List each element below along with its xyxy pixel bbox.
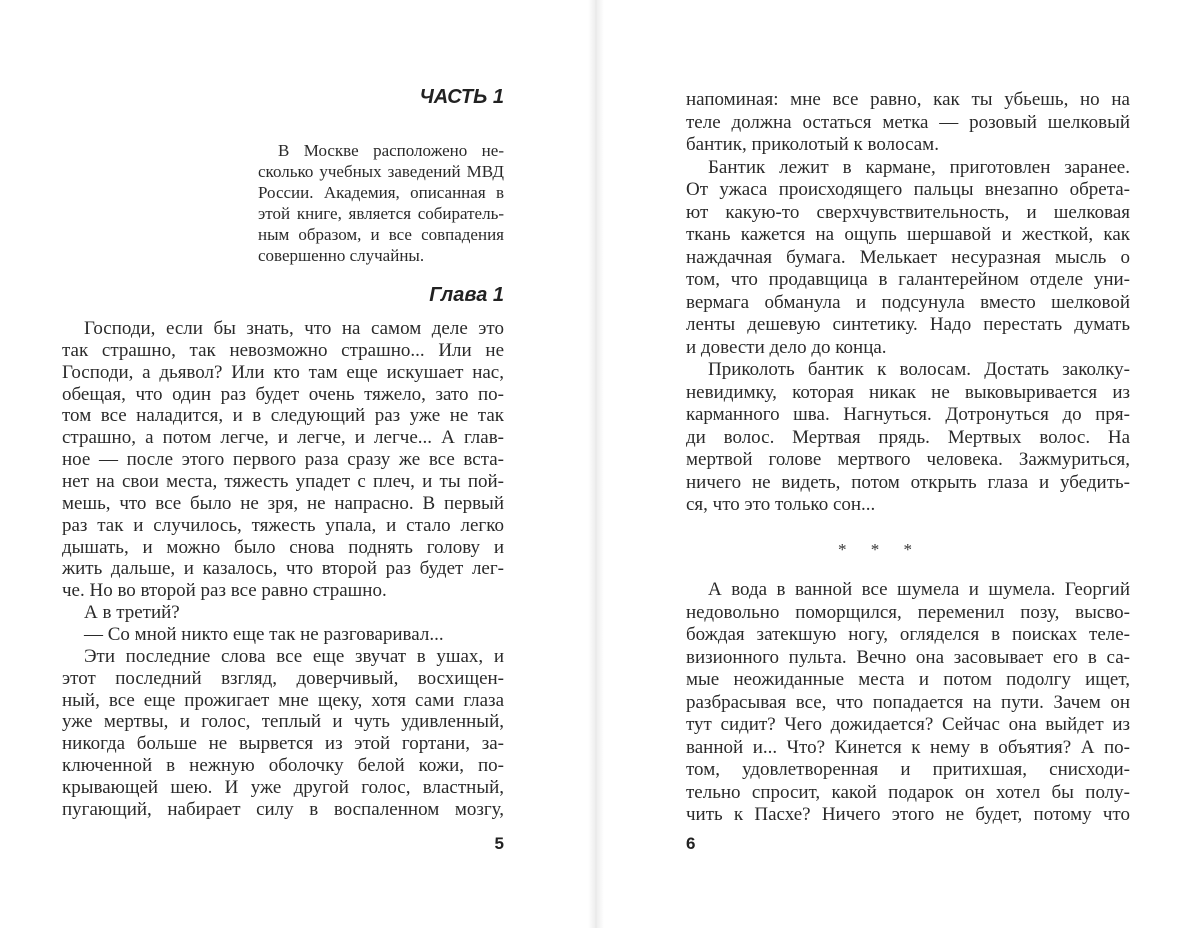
text-line: крывающей шею. И уже другой голос, властный, [62,777,504,798]
page-number: 5 [494,834,504,853]
text-line: жить дальше, и казалось, что второй раз будет лег- [62,558,504,579]
text-line: ный, все еще прожигает мне щеку, хотя сами глаза [62,690,504,711]
text-line: визионного пульта. Вечно она засовывает его в са- [686,647,1130,668]
text-line: этот последний взгляд, доверчивый, восхищен- [62,668,504,689]
text-line: том, удовлетворенная и притихшая, снисходи- [686,759,1130,780]
text-line: ют какую-то сверхчувствительность, и шелковая [686,202,1130,223]
text-line: — Со мной никто еще так не разговаривал... [84,624,444,645]
text-line: недовольно поморщился, переменил позу, высво- [686,602,1130,623]
text-line: ткань кажется на ощупь шершавой и жесткой, как [686,224,1130,245]
text-line: ничего не видеть, потом открыть глаза и убедить- [686,472,1130,493]
text-line: ся, что это только сон... [686,494,876,515]
text-line: том все наладится, и в следующий раз уже не так [62,405,504,426]
text-line: В Москве расположено не- [278,141,504,160]
text-line: мертвой голове мертвого человека. Зажмуриться, [686,449,1130,470]
text-line: Эти последние слова все еще звучат в ушах, и [84,646,504,667]
text-line: тут сидит? Чего дожидается? Сейчас она выйдет из [686,714,1130,735]
text-line: карманного шва. Нагнуться. Дотронуться до пря- [686,404,1130,425]
text-line: никогда больше не вырвется из этой гортани, за- [62,733,504,754]
text-line: совершенно случайны. [258,246,425,265]
text-line: разбрасывая все, что попадается на пути. Зачем он [686,692,1130,713]
text-line: и довести дело до конца. [686,337,887,358]
section-separator: * * * [838,540,922,559]
text-line: тельно спросит, какой подарок он хотел бы полу- [686,782,1130,803]
text-line: этой книге, является собиратель- [258,204,504,223]
text-line: уже мертвы, и голос, теплый и чуть удивленный, [62,711,504,732]
text-line: ванной и... Что? Кинется к нему в объятия? А по- [686,737,1130,758]
text-line: дышать, и можно было снова поднять голову и [62,537,504,558]
text-line: нет на свои места, тяжесть упадет с плеч, и ты пой- [62,471,504,492]
text-line: том, что продавщица в галантерейном отделе уни- [686,269,1130,290]
text-line: бождая затекшую ногу, огляделся в поисках теле- [686,624,1130,645]
text-line: сколько учебных заведений МВД [258,162,504,181]
book-spine [588,0,604,928]
text-line: ленты дешевую синтетику. Надо перестать думать [686,314,1130,335]
text-line: А в третий? [84,602,180,623]
text-line: ключенной в нежную оболочку белой кожи, по- [62,755,504,776]
text-line: ное — после этого первого раза сразу же все вста- [62,449,504,470]
text-line: пугающий, набирает силу в воспаленном мозгу, [62,799,504,820]
text-line: ди волос. Мертвая прядь. Мертвых волос. На [686,427,1130,448]
page-number: 6 [686,834,696,853]
text-line: бантик, приколотый к волосам. [686,134,939,155]
text-line: мые неожиданные места и потом подолгу ищет, [686,669,1130,690]
text-line: От ужаса происходящего пальцы внезапно обрета- [686,179,1130,200]
text-line: так страшно, так невозможно страшно... Или не [62,340,504,361]
chapter-heading: Глава 1 [429,284,504,306]
part-heading: ЧАСТЬ 1 [419,86,504,108]
text-line: Бантик лежит в кармане, приготовлен заранее. [708,157,1130,178]
text-line: обещая, что один раз будет очень тяжело, зато по- [62,384,504,405]
text-line: теле должна остаться метка — розовый шелковый [686,112,1130,133]
text-line: А вода в ванной все шумела и шумела. Георгий [708,579,1130,600]
text-line: ным образом, и все совпадения [258,225,504,244]
text-line: раз так и случилось, тяжесть упала, и стало легко [62,515,504,536]
text-line: Господи, если бы знать, что на самом деле это [84,318,504,339]
text-line: чить к Пасхе? Ничего этого не будет, потому что [686,804,1130,825]
text-line: напоминая: мне все равно, как ты убьешь, но на [686,89,1130,110]
text-line: страшно, а потом легче, и легче, и легче... А глав- [62,427,504,448]
text-line: вермага обманула и подсунула вместо шелковой [686,292,1130,313]
text-line: наждачная бумага. Мелькает несуразная мысль о [686,247,1130,268]
text-line: Приколоть бантик к волосам. Достать заколку- [708,359,1130,380]
text-line: че. Но во второй раз все равно страшно. [62,580,387,601]
text-line: невидимку, которая никак не выковыривается из [686,382,1130,403]
text-line: России. Академия, описанная в [258,183,504,202]
text-line: мешь, что все было не зря, не напрасно. В первый [62,493,504,514]
text-line: Господи, а дьявол? Или кто там еще искушает нас, [62,362,504,383]
